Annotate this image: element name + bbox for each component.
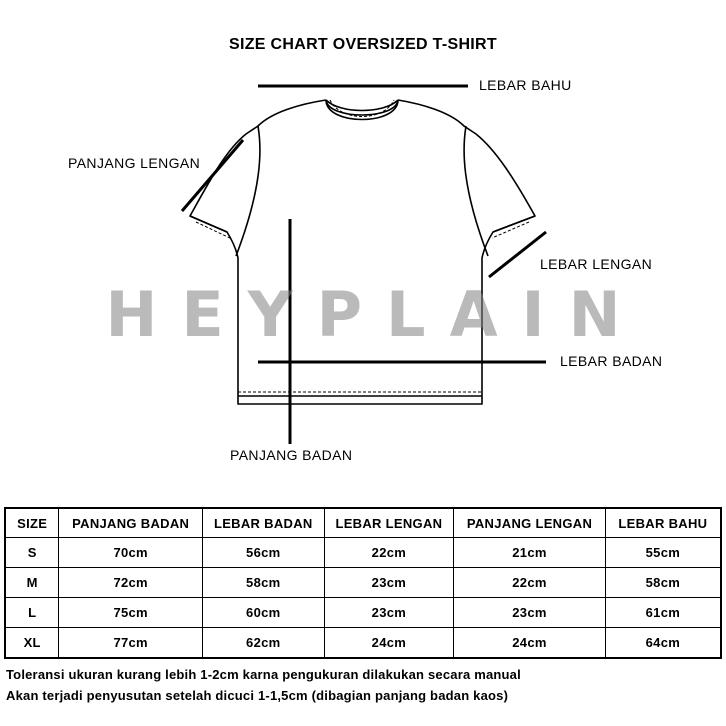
cell-lebar-badan: 62cm bbox=[202, 628, 324, 659]
cell-panjang-lengan: 21cm bbox=[454, 538, 606, 568]
cell-size: XL bbox=[5, 628, 59, 659]
note-tolerance: Toleransi ukuran kurang lebih 1-2cm karna pengukuran dilakukan secara manual bbox=[6, 667, 521, 682]
header-panjang-badan: PANJANG BADAN bbox=[59, 508, 203, 538]
header-size: SIZE bbox=[5, 508, 59, 538]
cell-lebar-lengan: 23cm bbox=[324, 568, 454, 598]
cell-lebar-lengan: 24cm bbox=[324, 628, 454, 659]
label-lebar-badan: LEBAR BADAN bbox=[560, 353, 663, 369]
cell-lebar-lengan: 22cm bbox=[324, 538, 454, 568]
cell-panjang-badan: 72cm bbox=[59, 568, 203, 598]
cell-panjang-badan: 70cm bbox=[59, 538, 203, 568]
cell-lebar-badan: 56cm bbox=[202, 538, 324, 568]
label-lebar-bahu: LEBAR BAHU bbox=[479, 77, 572, 93]
cell-lebar-bahu: 61cm bbox=[605, 598, 721, 628]
table-row bbox=[5, 538, 721, 568]
table-header-row bbox=[5, 508, 721, 538]
header-lebar-bahu: LEBAR BAHU bbox=[605, 508, 721, 538]
cell-size: M bbox=[5, 568, 59, 598]
size-table bbox=[4, 507, 722, 659]
table-row bbox=[5, 628, 721, 659]
cell-size: S bbox=[5, 538, 59, 568]
cell-lebar-badan: 60cm bbox=[202, 598, 324, 628]
measurement-lines bbox=[182, 86, 546, 444]
cell-lebar-lengan: 23cm bbox=[324, 598, 454, 628]
header-lebar-lengan: LEBAR LENGAN bbox=[324, 508, 454, 538]
note-shrinkage: Akan terjadi penyusutan setelah dicuci 1-1,5cm (dibagian panjang badan kaos) bbox=[6, 688, 509, 703]
cell-panjang-badan: 75cm bbox=[59, 598, 203, 628]
cell-panjang-lengan: 23cm bbox=[454, 598, 606, 628]
panjang-lengan-line bbox=[182, 140, 243, 211]
lebar-lengan-line bbox=[489, 232, 546, 277]
header-panjang-lengan: PANJANG LENGAN bbox=[454, 508, 606, 538]
cell-lebar-bahu: 64cm bbox=[605, 628, 721, 659]
page-title: SIZE CHART OVERSIZED T-SHIRT bbox=[229, 36, 497, 53]
tshirt-outline bbox=[190, 100, 535, 404]
table-row bbox=[5, 598, 721, 628]
label-panjang-lengan: PANJANG LENGAN bbox=[68, 155, 201, 171]
table-row bbox=[5, 568, 721, 598]
cell-lebar-bahu: 58cm bbox=[605, 568, 721, 598]
cell-lebar-badan: 58cm bbox=[202, 568, 324, 598]
cell-lebar-bahu: 55cm bbox=[605, 538, 721, 568]
cell-panjang-lengan: 24cm bbox=[454, 628, 606, 659]
cell-panjang-lengan: 22cm bbox=[454, 568, 606, 598]
header-lebar-badan: LEBAR BADAN bbox=[202, 508, 324, 538]
cell-size: L bbox=[5, 598, 59, 628]
brand-watermark: HEYPLAIN bbox=[105, 278, 645, 351]
label-panjang-badan: PANJANG BADAN bbox=[230, 447, 353, 463]
cell-panjang-badan: 77cm bbox=[59, 628, 203, 659]
label-lebar-lengan: LEBAR LENGAN bbox=[540, 256, 653, 272]
